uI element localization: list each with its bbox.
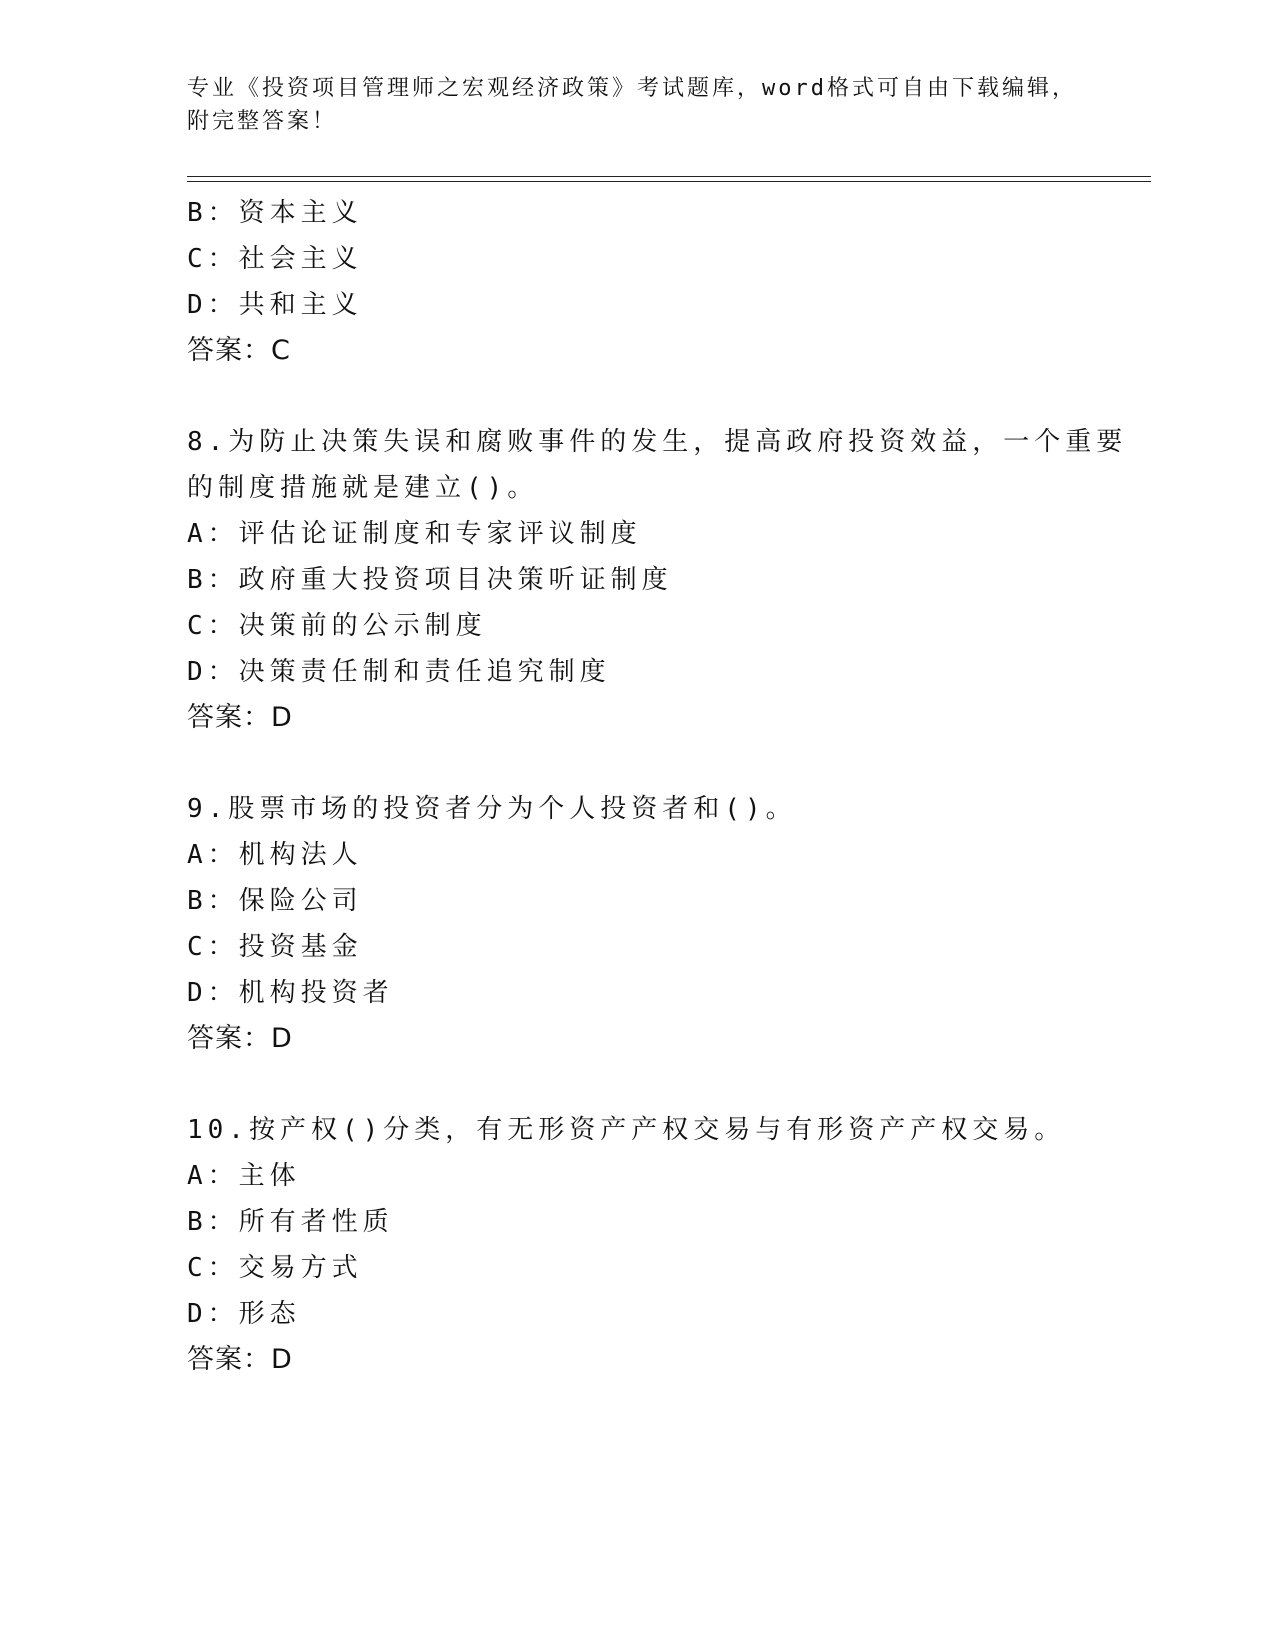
header-divider-bottom [187,181,1151,182]
question-stem: 8.为防止决策失误和腐败事件的发生，提高政府投资效益，一个重要 [187,427,1128,457]
option-d: D：决策责任制和责任追究制度 [187,657,611,687]
option-a: A：主体 [187,1161,301,1191]
option-b: B：保险公司 [187,886,363,916]
question-9 [187,786,1067,1062]
option-a: A：评估论证制度和专家评议制度 [187,519,642,549]
question-stem: 9.股票市场的投资者分为个人投资者和()。 [187,794,797,824]
question-spacer [187,741,1067,786]
option-b: B：所有者性质 [187,1207,394,1237]
header-line-2: 附完整答案！ [187,109,338,134]
option-b: B：政府重大投资项目决策听证制度 [187,565,673,595]
question-content [187,190,1128,1383]
option-b: B：资本主义 [187,198,363,228]
option-c: C：投资基金 [187,932,363,962]
question-8 [187,419,1128,741]
question-stem-continued: 的制度措施就是建立()。 [187,473,539,503]
answer-line: 答案：C [187,335,291,366]
answer-line: 答案：D [187,1023,293,1054]
question-spacer [187,1062,1067,1107]
answer-line: 答案：D [187,1344,293,1375]
question-stem: 10.按产权()分类，有无形资产产权交易与有形资产产权交易。 [187,1115,1066,1145]
option-a: A：机构法人 [187,840,363,870]
option-d: D：共和主义 [187,290,363,320]
question-7-continued [187,190,1067,374]
header-line-1: 专业《投资项目管理师之宏观经济政策》考试题库，word格式可自由下载编辑， [187,76,1077,101]
header-divider-top [187,176,1151,177]
option-d: D：形态 [187,1299,301,1329]
question-10 [187,1107,1067,1383]
option-c: C：交易方式 [187,1253,363,1283]
option-d: D：机构投资者 [187,978,394,1008]
option-c: C：社会主义 [187,244,363,274]
answer-line: 答案：D [187,702,293,733]
option-c: C：决策前的公示制度 [187,611,487,641]
question-spacer [187,374,1067,419]
page-header [187,72,1087,138]
